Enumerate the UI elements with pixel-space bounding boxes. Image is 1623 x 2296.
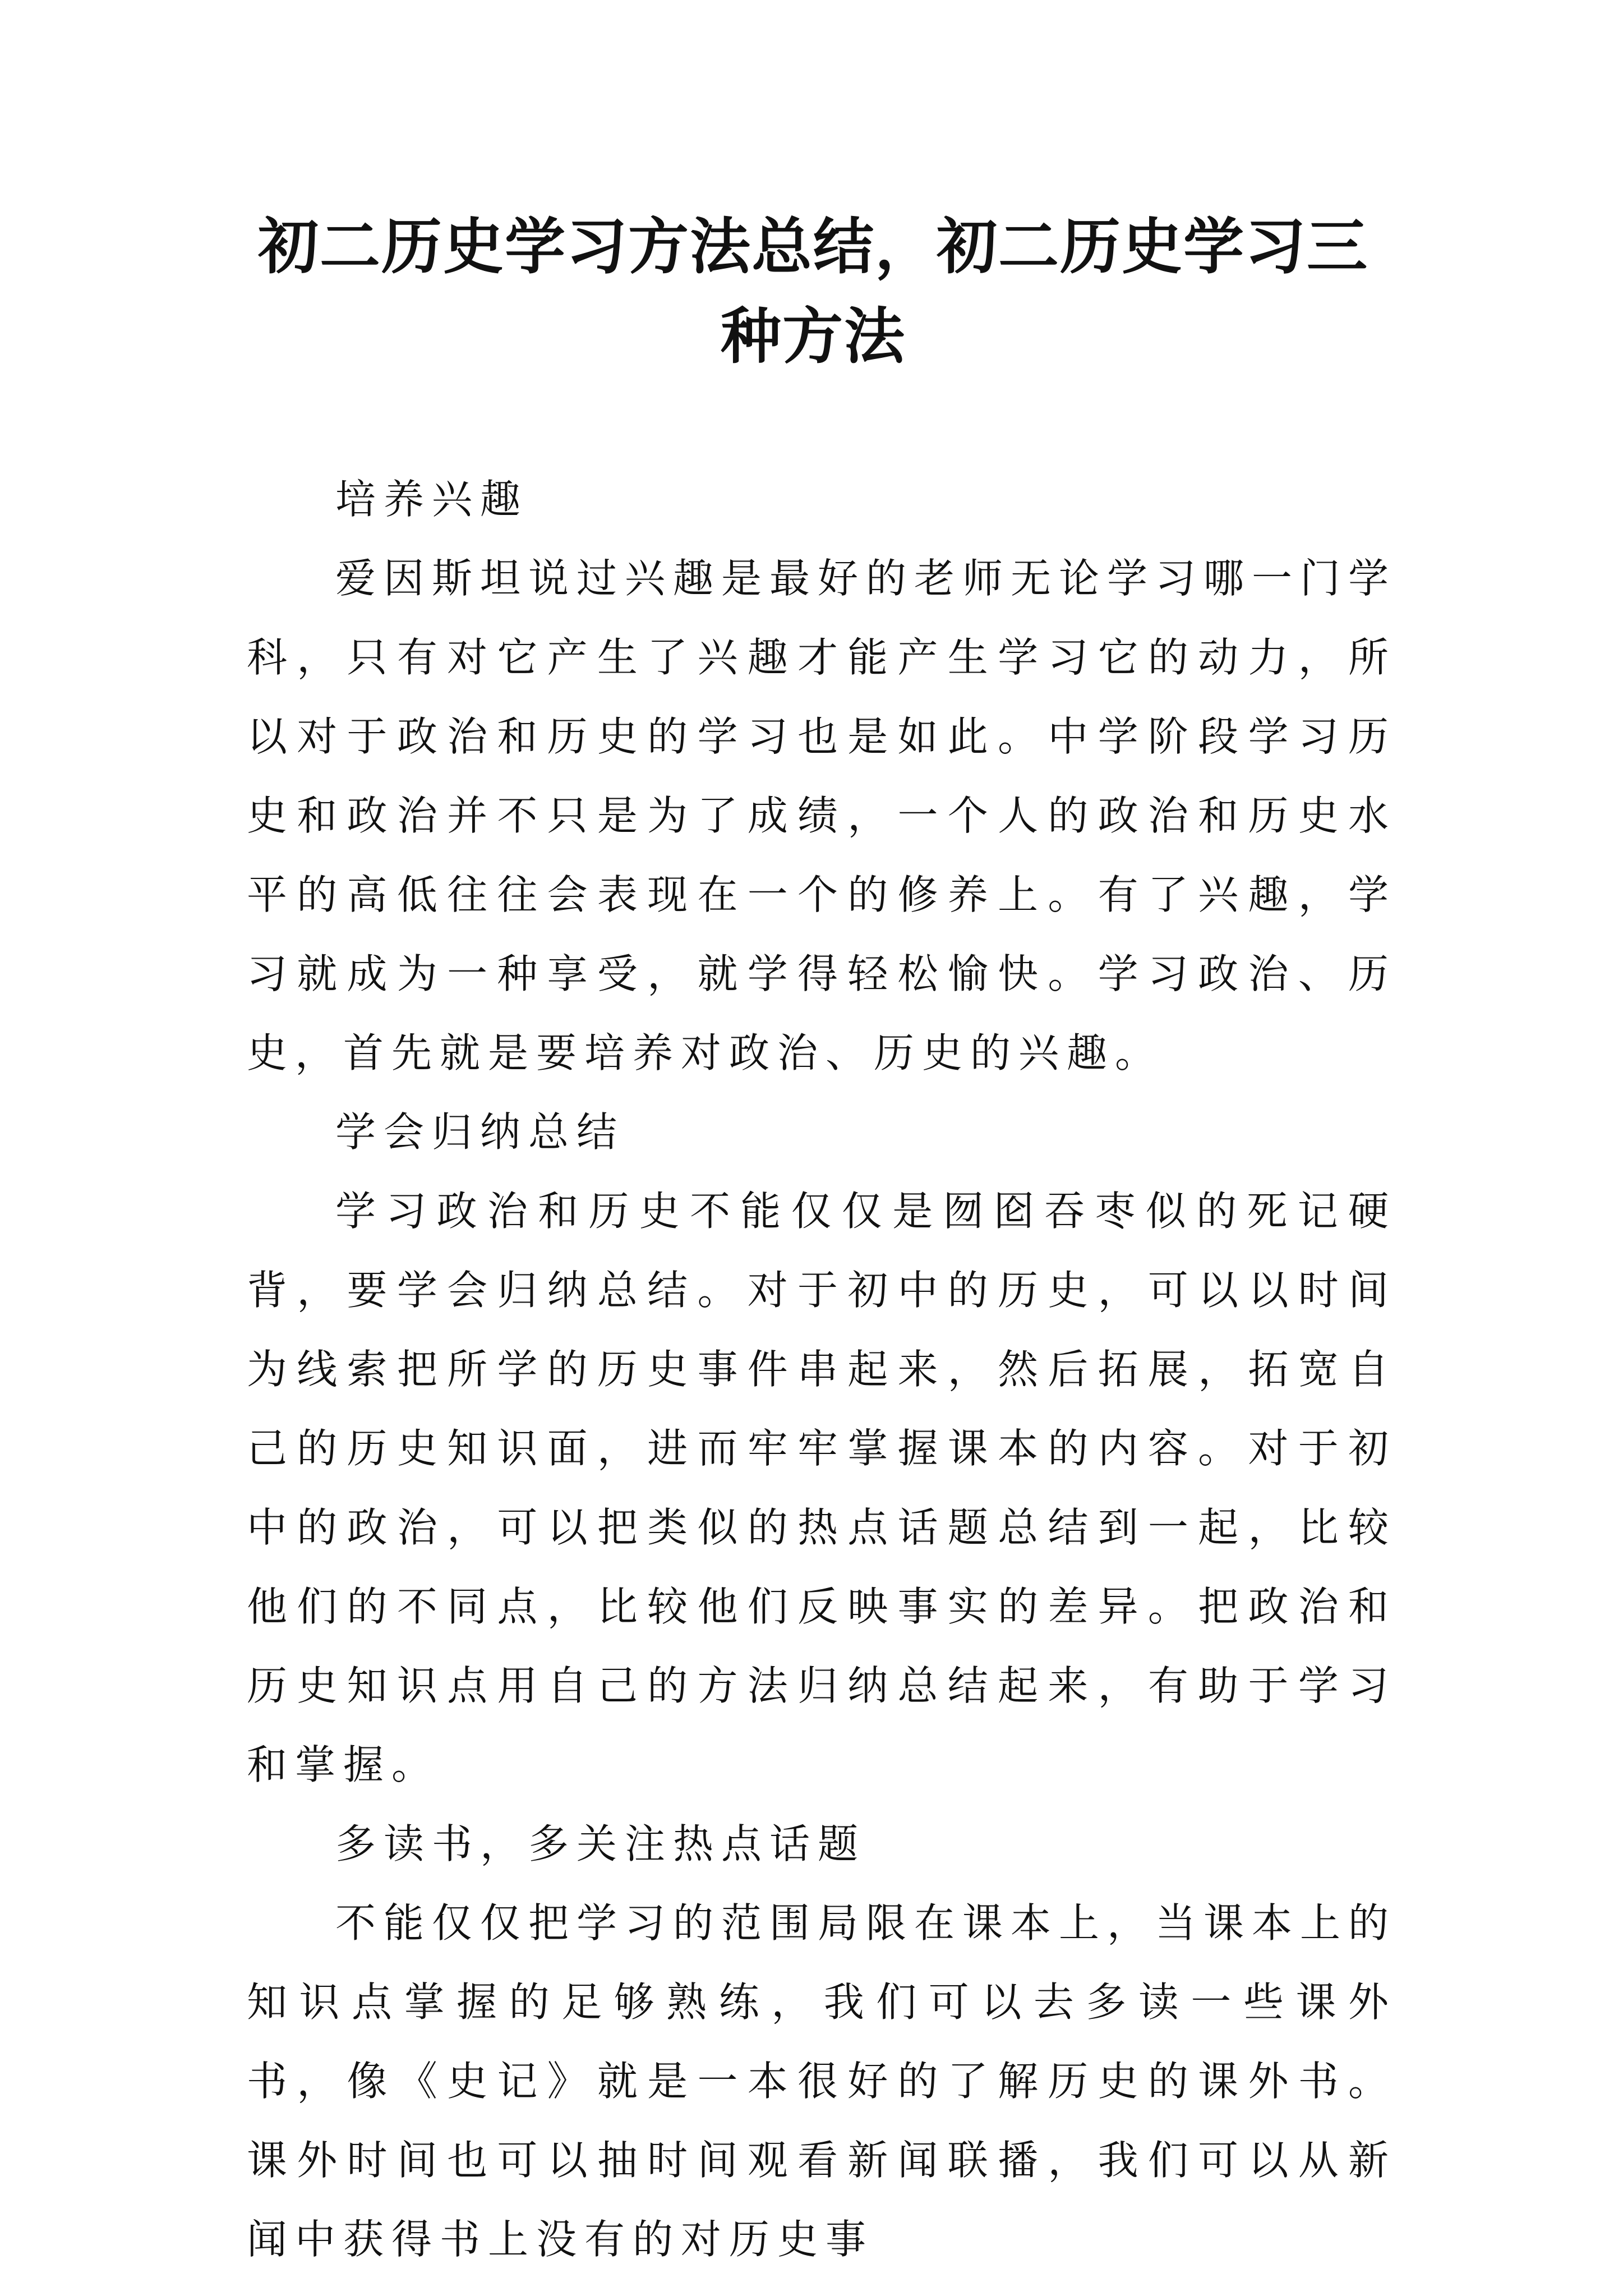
- paragraph-summarize: 学习政治和历史不能仅仅是囫囵吞枣似的死记硬背，要学会归纳总结。对于初中的历史，可以以时间为线索把所学的历史事件串起来，然后拓展，拓宽自己的历史知识面，进而牢牢掌握课本的内容。对于初中的政治，可以把类似的热点话题总结到一起，比较他们的不同点，比较他们反映事实的差异。把政治和历史知识点用自己的方法归纳总结起来，有助于学习和掌握。: [247, 1188, 1396, 1788]
- paragraph-interest: 爱因斯坦说过兴趣是最好的老师无论学习哪一门学科，只有对它产生了兴趣才能产生学习它的动力，所以对于政治和历史的学习也是如此。中学阶段学习历史和政治并不只是为了成绩，一个人的政治和历史水平的高低往往会表现在一个的修养上。有了兴趣，学习就成为一种享受，就学得轻松愉快。学习政治、历史，首先就是要培养对政治、历史的兴趣。: [247, 555, 1397, 1076]
- document-title: 初二历史学习方法总结，初二历史学习三种方法: [257, 211, 1368, 372]
- paragraph-reading: 不能仅仅把学习的范围局限在课本上，当课本上的知识点掌握的足够熟练，我们可以去多读一些课外书，像《史记》就是一本很好的了解历史的课外书。课外时间也可以抽时间观看新闻联播，我们可以从新闻中获得书上没有的对历史事: [247, 1899, 1397, 2263]
- section-heading-summarize: 学会归纳总结: [335, 1108, 625, 1156]
- section-heading-reading: 多读书，多关注热点话题: [335, 1820, 866, 1867]
- section-heading-interest: 培养兴趣: [335, 476, 529, 523]
- document-body: [247, 460, 1396, 2279]
